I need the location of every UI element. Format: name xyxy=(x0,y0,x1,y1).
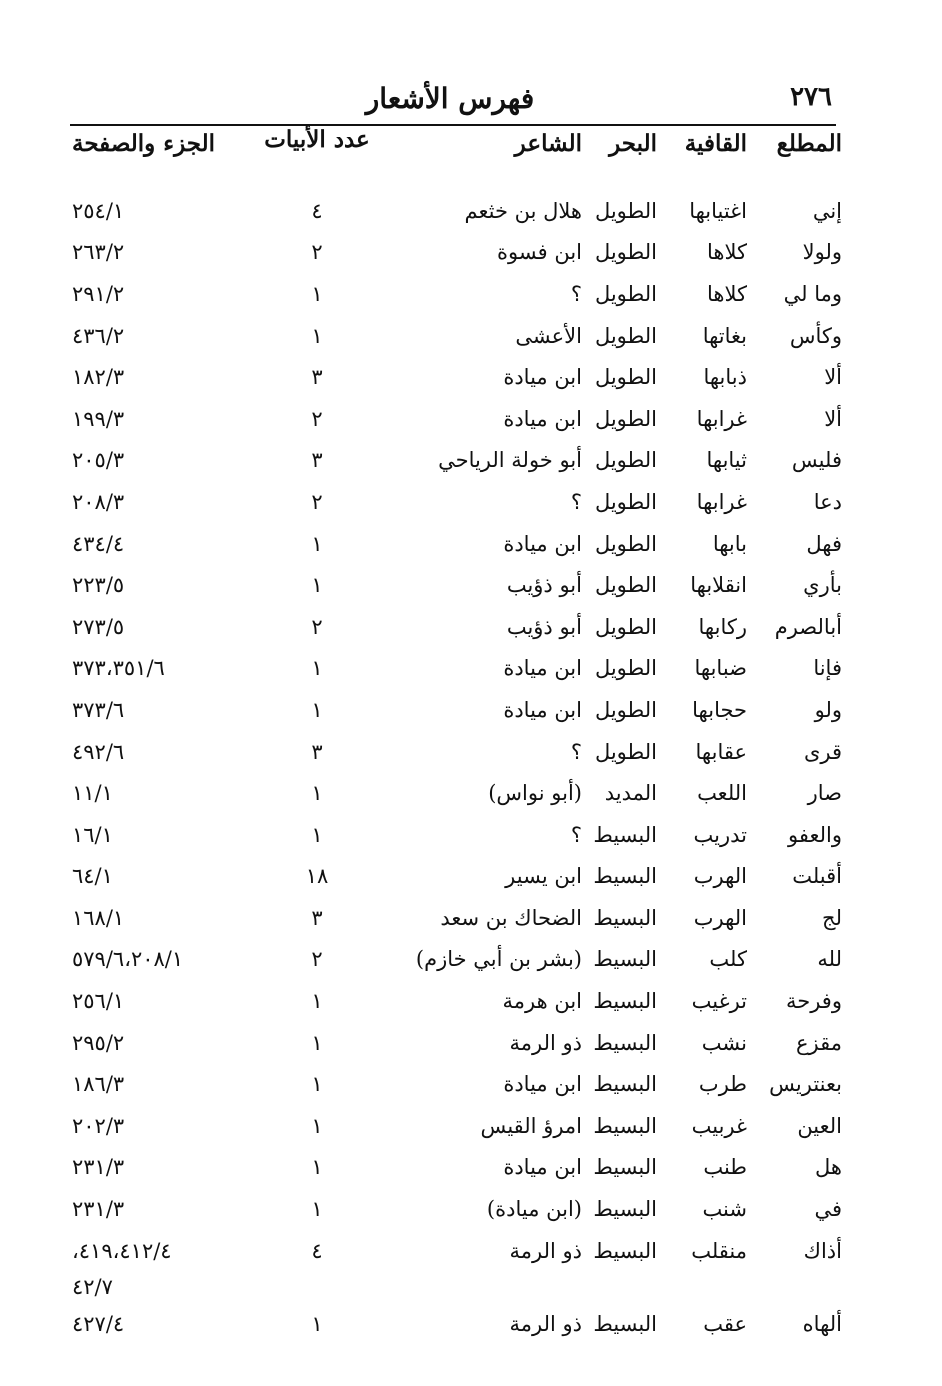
cell-meter: البسيط xyxy=(593,1113,657,1138)
cell-rhyme: نشب xyxy=(701,1030,747,1055)
cell-count: ١ xyxy=(311,656,323,681)
cell-ref: ٥٧٩/٦،٢٠٨/١ xyxy=(72,947,184,972)
cell-opening: في xyxy=(814,1197,842,1222)
cell-count: ١ xyxy=(311,781,323,806)
cell-count: ٤ xyxy=(311,198,323,223)
cell-poet: أبو ذؤيب xyxy=(506,614,582,639)
cell-opening: ولولا xyxy=(802,240,842,265)
cell-poet: (ابن ميادة) xyxy=(486,1197,582,1222)
cell-poet: الضحاك بن سعد xyxy=(440,905,582,930)
cell-opening: وما لي xyxy=(783,281,842,306)
cell-meter: البسيط xyxy=(593,989,657,1014)
cell-count: ١ xyxy=(311,989,323,1014)
cell-opening: فإنا xyxy=(813,656,842,681)
header-verse-count: عدد الأبيات xyxy=(264,126,370,153)
table-row xyxy=(72,356,842,398)
cell-poet: ؟ xyxy=(570,739,582,764)
cell-rhyme: ركابها xyxy=(698,614,747,639)
cell-count: ١ xyxy=(311,1312,323,1337)
cell-ref: ٢٥٦/١ xyxy=(72,989,125,1014)
cell-opening: وفرحة xyxy=(785,989,842,1014)
cell-count: ١ xyxy=(311,1155,323,1180)
cell-count: ١ xyxy=(311,1030,323,1055)
cell-opening: هل xyxy=(815,1155,842,1180)
cell-poet: ابن ميادة xyxy=(503,1072,582,1097)
cell-opening: ألهاه xyxy=(802,1312,842,1337)
cell-count: ١ xyxy=(311,697,323,722)
cell-poet: امرؤ القيس xyxy=(480,1113,582,1138)
cell-opening: بعنتريس xyxy=(769,1072,842,1097)
cell-meter: البسيط xyxy=(593,1197,657,1222)
cell-rhyme: اغتيابها xyxy=(689,198,747,223)
cell-poet: أبو ذؤيب xyxy=(506,573,582,598)
cell-rhyme: طنب xyxy=(703,1155,747,1180)
cell-opening: وكأس xyxy=(789,323,842,348)
cell-ref: ٢٠٥/٣ xyxy=(72,448,125,473)
cell-poet: (بشر بن أبي خازم) xyxy=(415,947,582,972)
cell-meter: البسيط xyxy=(593,822,657,847)
cell-meter: البسيط xyxy=(593,864,657,889)
table-row xyxy=(72,939,842,981)
table-row xyxy=(72,1230,842,1272)
cell-ref: ٦٤/١ xyxy=(72,864,113,889)
cell-meter: الطويل xyxy=(594,656,657,681)
cell-rhyme: غربيب xyxy=(691,1113,747,1138)
cell-rhyme: عقابها xyxy=(695,739,747,764)
table-row xyxy=(72,523,842,565)
cell-opening: أبالصرم xyxy=(774,614,842,639)
table-header-row xyxy=(72,126,842,190)
table-row xyxy=(72,856,842,898)
cell-poet: ابن هرمة xyxy=(502,989,582,1014)
cell-poet: ؟ xyxy=(570,281,582,306)
table-row xyxy=(72,814,842,856)
cell-meter: البسيط xyxy=(593,905,657,930)
page-number: ٢٧٦ xyxy=(790,82,832,112)
cell-meter: الطويل xyxy=(594,448,657,473)
table-row xyxy=(72,689,842,731)
table-row xyxy=(72,481,842,523)
cell-meter: البسيط xyxy=(593,1155,657,1180)
cell-opening: والعفو xyxy=(788,822,842,847)
cell-rhyme: الهرب xyxy=(693,864,747,889)
cell-rhyme: كلاها xyxy=(706,281,747,306)
cell-opening: أذاك xyxy=(803,1238,842,1263)
cell-rhyme: عقب xyxy=(703,1312,747,1337)
table-row xyxy=(72,273,842,315)
cell-count: ١ xyxy=(311,531,323,556)
cell-opening: قرى xyxy=(803,739,842,764)
cell-count: ١ xyxy=(311,1197,323,1222)
cell-meter: الطويل xyxy=(594,489,657,514)
cell-meter: البسيط xyxy=(593,1238,657,1263)
cell-ref: ٢٣١/٣ xyxy=(72,1155,125,1180)
cell-ref: ١٦/١ xyxy=(72,822,113,847)
cell-rhyme: منقلب xyxy=(691,1238,747,1263)
cell-meter: الطويل xyxy=(594,281,657,306)
cell-count: ٢ xyxy=(311,614,323,639)
cell-rhyme: شنب xyxy=(702,1197,747,1222)
cell-meter: البسيط xyxy=(593,1072,657,1097)
cell-ref: ٢٩٥/٢ xyxy=(72,1030,125,1055)
table-row xyxy=(72,190,842,232)
cell-count: ٣ xyxy=(311,448,323,473)
cell-count: ١ xyxy=(311,1113,323,1138)
cell-meter: الطويل xyxy=(594,573,657,598)
cell-ref: ٤٣٦/٢ xyxy=(72,323,125,348)
cell-meter: المديد xyxy=(604,781,657,806)
cell-poet: ذو الرمة xyxy=(509,1238,582,1263)
table-body xyxy=(72,190,842,1271)
cell-meter: الطويل xyxy=(594,198,657,223)
cell-ref: ٤٣٤/٤ xyxy=(72,531,125,556)
header-opening: المطلع xyxy=(776,130,842,157)
cell-opening: ولو xyxy=(814,697,842,722)
cell-poet: الأعشى xyxy=(515,323,582,348)
cell-meter: الطويل xyxy=(594,531,657,556)
cell-rhyme: انقلابها xyxy=(690,573,747,598)
table-row xyxy=(72,897,842,939)
cell-poet: هلال بن خثعم xyxy=(464,198,582,223)
cell-poet: ابن ميادة xyxy=(503,1155,582,1180)
cell-ref: ٣٧٣،٣٥١/٦ xyxy=(72,656,165,681)
cell-meter: الطويل xyxy=(594,697,657,722)
cell-ref: ٤٩٢/٦ xyxy=(72,739,125,764)
table-row xyxy=(72,440,842,482)
cell-count: ٢ xyxy=(311,489,323,514)
table-row xyxy=(72,1022,842,1064)
cell-meter: الطويل xyxy=(594,406,657,431)
cell-poet: ابن يسير xyxy=(505,864,582,889)
cell-opening: صار xyxy=(807,781,842,806)
header-rule xyxy=(70,124,836,126)
cell-meter: الطويل xyxy=(594,365,657,390)
cell-rhyme: كلب xyxy=(709,947,747,972)
cell-opening: ألا xyxy=(824,365,842,390)
cell-poet: ابن ميادة xyxy=(503,406,582,431)
cell-opening: أقبلت xyxy=(792,864,842,889)
cell-opening: العين xyxy=(797,1113,842,1138)
table-row xyxy=(72,606,842,648)
cell-rhyme: كلاها xyxy=(706,240,747,265)
cell-ref: ٢٢٣/٥ xyxy=(72,573,125,598)
cell-count: ٣ xyxy=(311,739,323,764)
cell-poet: ابن ميادة xyxy=(503,697,582,722)
cell-count: ١ xyxy=(311,573,323,598)
table-row xyxy=(72,1303,842,1345)
cell-ref: ٢٧٣/٥ xyxy=(72,614,125,639)
table-row xyxy=(72,398,842,440)
cell-opening: ألا xyxy=(824,406,842,431)
cell-poet: ابن ميادة xyxy=(503,656,582,681)
cell-rhyme: ترغيب xyxy=(691,989,747,1014)
cell-opening: بأري xyxy=(803,573,842,598)
cell-rhyme: تدريب xyxy=(693,822,747,847)
table-row xyxy=(72,772,842,814)
header-meter: البحر xyxy=(609,130,657,157)
cell-ref: ٢٠٨/٣ xyxy=(72,489,125,514)
cell-rhyme: الهرب xyxy=(693,905,747,930)
table-row xyxy=(72,315,842,357)
continuation-ref: ٤٢/٧ xyxy=(72,1275,113,1300)
cell-opening: فليس xyxy=(791,448,842,473)
cell-count: ٢ xyxy=(311,947,323,972)
cell-rhyme: حجابها xyxy=(692,697,747,722)
cell-count: ٢ xyxy=(311,240,323,265)
cell-opening: مقزع xyxy=(796,1030,842,1055)
cell-rhyme: ضبابها xyxy=(694,656,747,681)
cell-rhyme: بغاتها xyxy=(702,323,747,348)
cell-ref: ٤٢٧/٤ xyxy=(72,1312,125,1337)
cell-poet: ؟ xyxy=(570,822,582,847)
cell-rhyme: طرب xyxy=(698,1072,747,1097)
cell-poet: ذو الرمة xyxy=(509,1030,582,1055)
cell-poet: ذو الرمة xyxy=(509,1312,582,1337)
cell-meter: الطويل xyxy=(594,240,657,265)
table-row xyxy=(72,1147,842,1189)
cell-count: ٣ xyxy=(311,905,323,930)
cell-ref: ٤١٩،٤١٢/٤، xyxy=(72,1238,172,1263)
cell-rhyme: ذبابها xyxy=(703,365,747,390)
cell-ref: ١٩٩/٣ xyxy=(72,406,125,431)
cell-poet: (أبو نواس) xyxy=(488,781,582,806)
table-row xyxy=(72,648,842,690)
cell-opening: لج xyxy=(822,905,842,930)
cell-meter: البسيط xyxy=(593,1312,657,1337)
cell-opening: لله xyxy=(817,947,842,972)
cell-count: ١ xyxy=(311,281,323,306)
cell-poet: أبو خولة الرياحي xyxy=(438,448,582,473)
cell-count: ٣ xyxy=(311,365,323,390)
continuation-row xyxy=(72,1271,842,1303)
cell-count: ١ xyxy=(311,822,323,847)
cell-meter: الطويل xyxy=(594,323,657,348)
cell-meter: الطويل xyxy=(594,739,657,764)
cell-count: ١ xyxy=(311,1072,323,1097)
table-row xyxy=(72,1188,842,1230)
cell-opening: دعا xyxy=(813,489,842,514)
cell-ref: ٢٩١/٢ xyxy=(72,281,125,306)
cell-count: ٤ xyxy=(311,1238,323,1263)
table-row xyxy=(72,232,842,274)
cell-rhyme: اللعب xyxy=(697,781,747,806)
cell-ref: ٣٧٣/٦ xyxy=(72,697,125,722)
cell-rhyme: ثيابها xyxy=(706,448,747,473)
cell-ref: ١٦٨/١ xyxy=(72,905,125,930)
cell-meter: البسيط xyxy=(593,1030,657,1055)
header-poet: الشاعر xyxy=(514,130,582,157)
cell-opening: فهل xyxy=(806,531,842,556)
cell-ref: ١١/١ xyxy=(72,781,113,806)
table-row xyxy=(72,1105,842,1147)
table-row xyxy=(72,564,842,606)
cell-poet: ابن فسوة xyxy=(497,240,582,265)
header-rhyme: القافية xyxy=(684,130,747,157)
cell-poet: ابن ميادة xyxy=(503,531,582,556)
cell-ref: ٢٦٣/٢ xyxy=(72,240,125,265)
cell-meter: البسيط xyxy=(593,947,657,972)
cell-poet: ابن ميادة xyxy=(503,365,582,390)
cell-count: ٢ xyxy=(311,406,323,431)
cell-ref: ١٨٦/٣ xyxy=(72,1072,125,1097)
cell-ref: ٢٠٢/٣ xyxy=(72,1113,125,1138)
cell-count: ١ xyxy=(311,323,323,348)
cell-rhyme: غرابها xyxy=(696,489,747,514)
page-title: فهرس الأشعار xyxy=(365,82,535,115)
header-volume-page: الجزء والصفحة xyxy=(72,130,216,157)
poetry-index-table xyxy=(72,126,842,1345)
table-row xyxy=(72,731,842,773)
table-row xyxy=(72,980,842,1022)
cell-ref: ٢٥٤/١ xyxy=(72,198,125,223)
table-row xyxy=(72,1063,842,1105)
cell-poet: ؟ xyxy=(570,489,582,514)
cell-meter: الطويل xyxy=(594,614,657,639)
cell-opening: إني xyxy=(812,198,842,223)
cell-rhyme: بابها xyxy=(712,531,747,556)
cell-ref: ٢٣١/٣ xyxy=(72,1197,125,1222)
cell-rhyme: غرابها xyxy=(696,406,747,431)
cell-count: ١٨ xyxy=(305,864,329,889)
cell-ref: ١٨٢/٣ xyxy=(72,365,125,390)
